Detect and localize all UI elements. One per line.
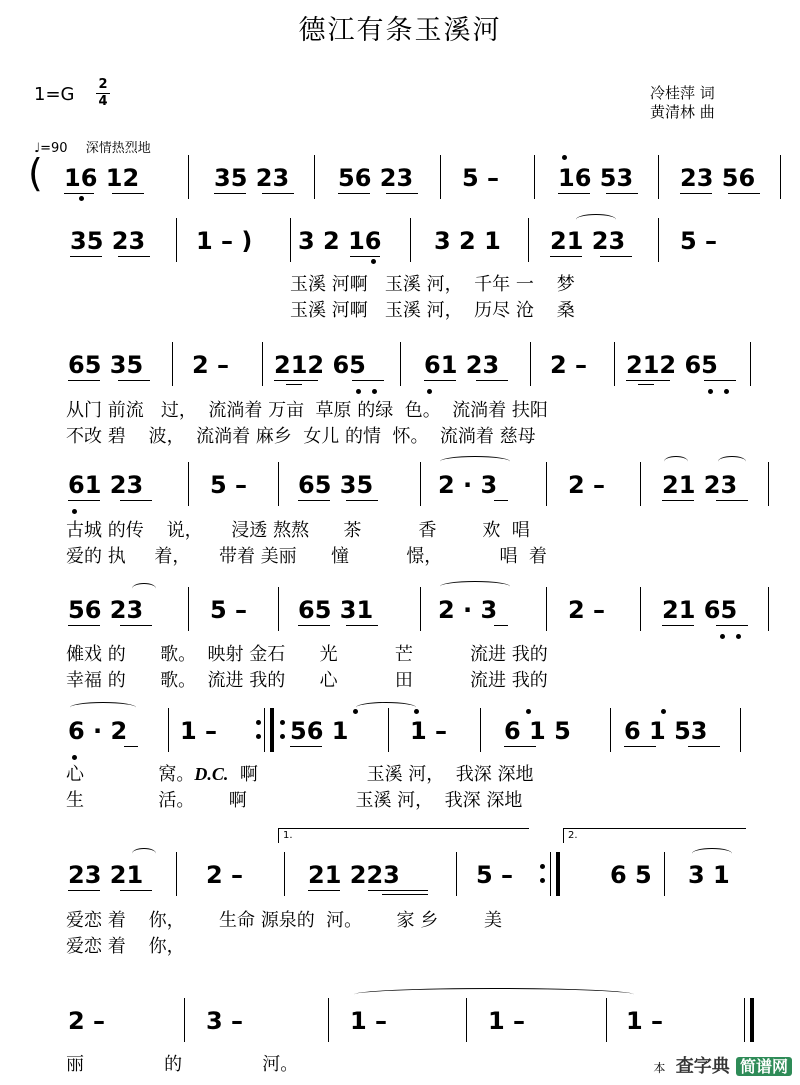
lyric-verse-1: 傩戏 的 歌。 映射 金石 光 芒 流进 我的	[66, 644, 548, 665]
measure: 35 23	[70, 227, 146, 255]
measure: 2 –	[568, 471, 606, 499]
lyric-verse-2: 爱的 执 着， 带着 美丽 憧 憬， 唱 着	[66, 546, 547, 567]
time-signature-top: 2	[98, 77, 108, 92]
score-row-2	[28, 218, 768, 264]
score-row-7	[28, 852, 768, 898]
site-watermark	[653, 1052, 792, 1078]
measure: 21 23	[662, 471, 738, 499]
measure: 65 35	[68, 351, 144, 379]
measure: 1 –	[626, 1007, 664, 1035]
lyric-verse-2: 幸福 的 歌。 流进 我的 心 田 流进 我的	[66, 670, 548, 691]
lyric-verse-1: 古城 的传 说， 浸透 熬熬 茶 香 欢 唱	[66, 520, 530, 541]
song-title: 德江有条玉溪河	[298, 15, 502, 46]
lyric-verse-2: 生 活。 啊 玉溪 河， 我深 深地	[66, 790, 523, 811]
measure: 21 223	[308, 861, 400, 889]
measure: 21 23	[550, 227, 626, 255]
measure: 5 –	[476, 861, 514, 889]
measure: 2 · 3	[438, 471, 498, 499]
measure: 2 –	[568, 596, 606, 624]
volta-1	[278, 828, 529, 843]
volta-2-number: 2.	[568, 830, 578, 841]
score-row-5	[28, 587, 768, 633]
composer: 黄清林 曲	[650, 103, 715, 121]
measure: 35 23	[214, 164, 290, 192]
volta-1-number: 1.	[283, 830, 293, 841]
measure: 6 · 2	[68, 717, 128, 745]
lyricist: 冷桂萍 词	[650, 84, 715, 102]
measure: 61 23	[424, 351, 500, 379]
tempo: ♩=90	[34, 141, 68, 156]
score-row-8	[28, 998, 768, 1044]
measure: 23 21	[68, 861, 144, 889]
measure: 1 –	[350, 1007, 388, 1035]
lyric-verse-2: 爱恋 着 你，	[66, 936, 185, 957]
lyric-verse-2: 不改 碧 波， 流淌着 麻乡 女儿 的情 怀。 流淌着 慈母	[66, 426, 536, 447]
measure: 16 53	[558, 164, 634, 192]
measure: 212 65	[274, 351, 366, 379]
expression: 深情热烈地	[85, 141, 151, 156]
measure: 3 2 16	[298, 227, 382, 255]
measure: 2 –	[550, 351, 588, 379]
measure: 56 23	[338, 164, 414, 192]
score-row-1	[28, 151, 768, 201]
measure: 2 –	[192, 351, 230, 379]
measure: 1 –	[180, 717, 218, 745]
measure: 65 31	[298, 596, 374, 624]
measure: 16 12	[64, 164, 140, 192]
lyric-verse-1: 丽 的 河。	[66, 1054, 299, 1075]
tempo-marking	[34, 137, 151, 156]
lyric-verse-1: 从门 前流 过， 流淌着 万亩 草原 的绿 色。 流淌着 扶阳	[66, 400, 548, 421]
measure: 6 1 5	[504, 717, 571, 745]
measure: 5 –	[210, 471, 248, 499]
measure: 65 35	[298, 471, 374, 499]
key-signature: 1=G	[34, 84, 75, 105]
lyric-verse-1: 爱恋 着 你， 生命 源泉的 河。 家 乡 美	[66, 910, 503, 931]
measure: 3 –	[206, 1007, 244, 1035]
measure: 2 –	[206, 861, 244, 889]
measure: 3 1	[688, 861, 730, 889]
measure: 6 5	[610, 861, 652, 889]
footer-prefix: 本	[653, 1061, 666, 1075]
lyric-verse-1: 心 窝。D.C. 啊 玉溪 河， 我深 深地	[66, 764, 534, 785]
measure: 6 1 53	[624, 717, 708, 745]
time-signature	[96, 78, 110, 109]
score-row-3	[28, 342, 768, 388]
measure: 23 56	[680, 164, 756, 192]
measure: 212 65	[626, 351, 718, 379]
measure: 5 –	[462, 164, 500, 192]
credits	[650, 84, 715, 122]
measure: 1 –	[410, 717, 448, 745]
time-signature-bottom: 4	[98, 94, 108, 109]
measure: 5 –	[680, 227, 718, 255]
measure: 2 –	[68, 1007, 106, 1035]
site-tag: 简谱网	[736, 1057, 792, 1076]
lyric-verse-2: 玉溪 河啊 玉溪 河， 历尽 沧 桑	[290, 300, 575, 321]
score-row-6	[28, 708, 768, 754]
score-row-4	[28, 462, 768, 508]
measure: 1 –	[488, 1007, 526, 1035]
lyric-verse-1: 玉溪 河啊 玉溪 河， 千年 一 梦	[290, 274, 575, 295]
measure: 61 23	[68, 471, 144, 499]
measure: 21 65	[662, 596, 738, 624]
measure: 3 2 1	[434, 227, 501, 255]
volta-2	[563, 828, 746, 843]
open-paren: (	[28, 151, 43, 195]
measure: 56 23	[68, 596, 144, 624]
measure: 1 – )	[196, 227, 253, 255]
measure: 5 –	[210, 596, 248, 624]
site-name: 查字典	[675, 1056, 730, 1077]
dc-mark: D.C.	[194, 764, 229, 784]
measure: 2 · 3	[438, 596, 498, 624]
measure: 56 1	[290, 717, 349, 745]
